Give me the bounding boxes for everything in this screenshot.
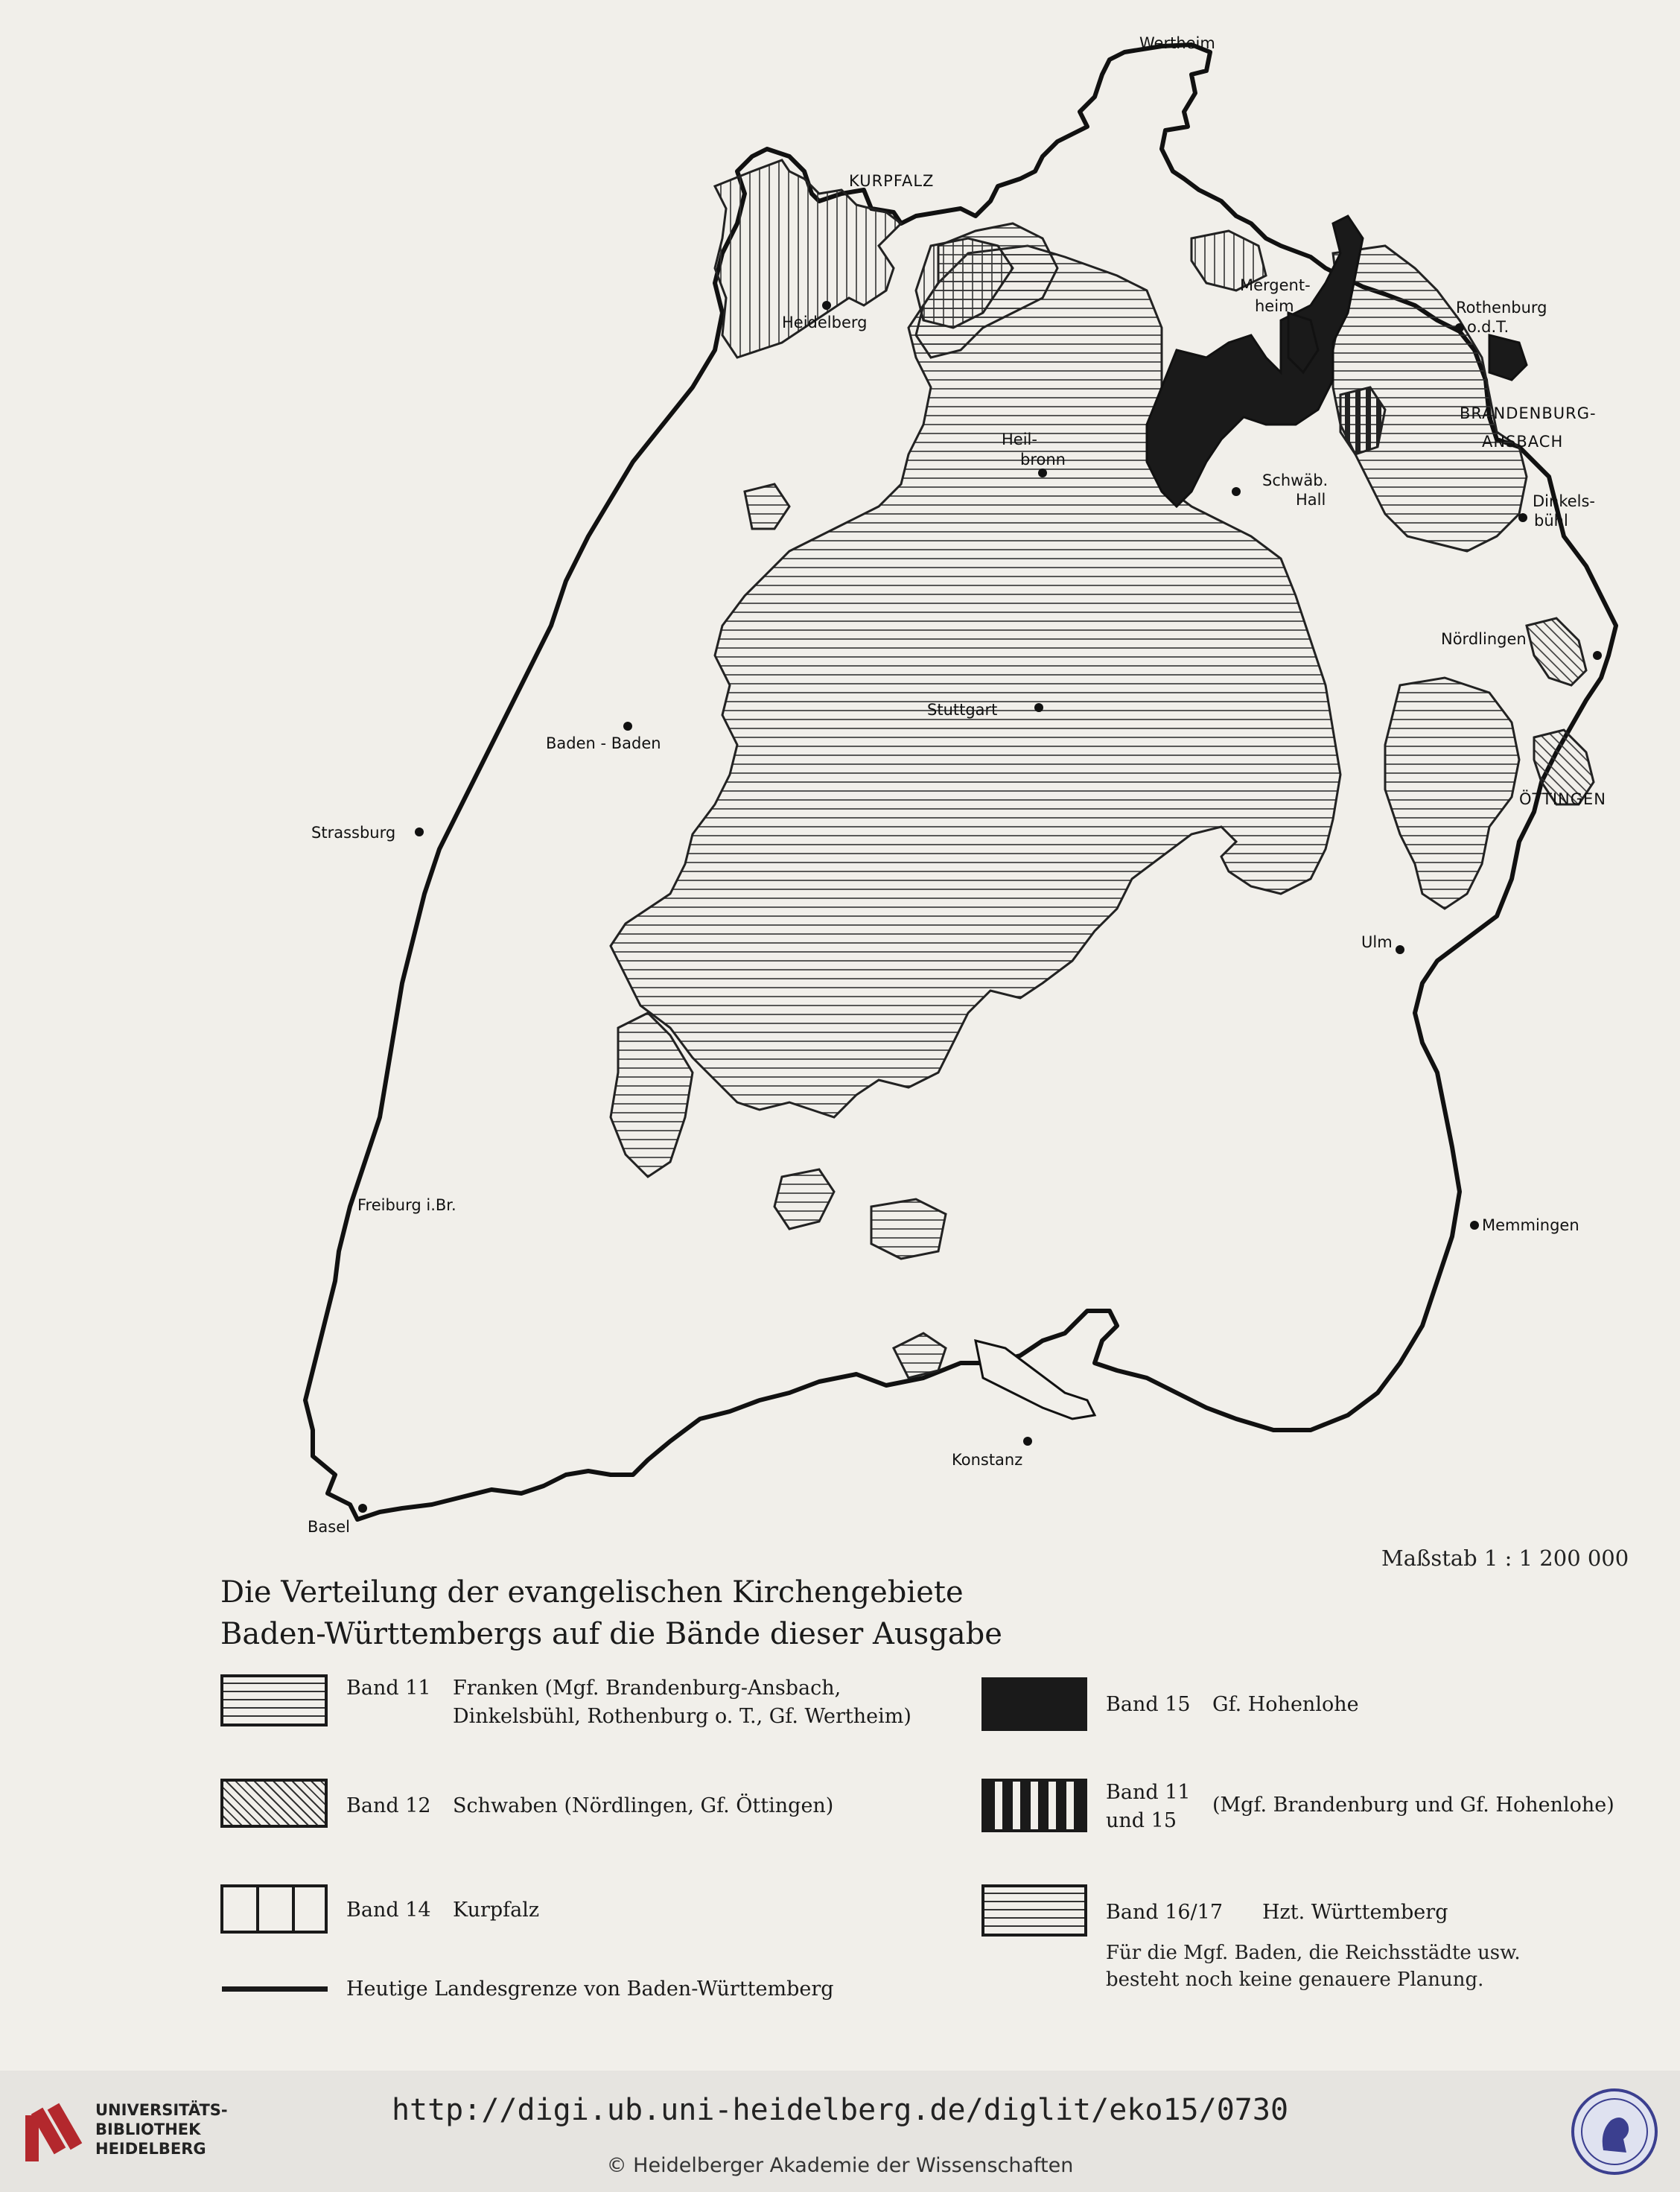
legend-band-15-desc: Gf. Hohenlohe bbox=[1212, 1693, 1359, 1716]
region-hohenlohe-3 bbox=[1489, 335, 1527, 380]
city-dot-dinkelsbuhl bbox=[1518, 513, 1527, 522]
planning-note bbox=[1106, 1940, 1627, 1993]
map-scale: Maßstab 1 : 1 200 000 bbox=[1381, 1545, 1629, 1571]
swatch-band-11 bbox=[220, 1674, 328, 1726]
label-schwab-hall-1: Schwäb. bbox=[1262, 471, 1329, 489]
legend-border-label: Heutige Landesgrenze von Baden-Württemberg bbox=[346, 1977, 834, 2001]
map-title-line-2: Baden-Württembergs auf die Bände dieser Ausgabe bbox=[220, 1617, 1002, 1651]
label-rothenburg-2: o.d.T. bbox=[1467, 318, 1509, 336]
region-wuerttemberg-enclave-5 bbox=[894, 1333, 946, 1378]
map-title bbox=[220, 1572, 1002, 1655]
legend-band-11-desc-line-1: Franken (Mgf. Brandenburg-Ansbach, bbox=[453, 1677, 841, 1700]
legend-band-14-label: Band 14 bbox=[346, 1899, 431, 1922]
label-mergentheim-2: heim bbox=[1255, 297, 1294, 315]
legend-band-11-label: Band 11 bbox=[346, 1677, 431, 1700]
academy-seal-icon bbox=[1570, 2087, 1659, 2176]
label-kurpfalz: KURPFALZ bbox=[849, 172, 935, 190]
legend-band-15-label: Band 15 bbox=[1106, 1693, 1191, 1716]
planning-note-line-1: Für die Mgf. Baden, die Reichsstädte usw. bbox=[1106, 1942, 1521, 1964]
swatch-band-15 bbox=[981, 1677, 1087, 1731]
label-heilbronn-2: bronn bbox=[1020, 451, 1066, 468]
legend-band-11-15-label bbox=[1106, 1779, 1191, 1835]
city-dot-konstanz bbox=[1023, 1437, 1032, 1446]
region-wuerttemberg-enclave-3 bbox=[871, 1199, 946, 1259]
city-dot-heidelberg bbox=[822, 301, 831, 310]
legend-band-11-desc-line-2: Dinkelsbühl, Rothenburg o. T., Gf. Wertheim) bbox=[453, 1705, 911, 1728]
city-dot-basel bbox=[358, 1504, 367, 1513]
label-ottingen: ÖTTINGEN bbox=[1519, 790, 1606, 808]
label-ulm: Ulm bbox=[1361, 933, 1393, 951]
region-wuerttemberg-enclave-2 bbox=[774, 1169, 834, 1229]
swatch-band-16-17 bbox=[981, 1884, 1087, 1937]
legend-band-16-17-desc: Hzt. Württemberg bbox=[1262, 1901, 1448, 1924]
region-wuerttemberg-enclave-4 bbox=[745, 484, 789, 529]
label-schwab-hall-2: Hall bbox=[1296, 491, 1326, 509]
city-dot-strassburg bbox=[415, 827, 424, 836]
legend-band-12-desc: Schwaben (Nördlingen, Gf. Öttingen) bbox=[453, 1794, 834, 1817]
label-freiburg: Freiburg i.Br. bbox=[357, 1196, 456, 1214]
legend-band-11-desc bbox=[453, 1674, 911, 1731]
city-dot-stuttgart bbox=[1034, 703, 1043, 712]
legend-band-11-15-label-line-1: Band 11 bbox=[1106, 1781, 1191, 1804]
legend-band-12-label: Band 12 bbox=[346, 1794, 431, 1817]
map-title-line-1: Die Verteilung der evangelischen Kirchengebiete bbox=[220, 1575, 964, 1610]
city-dot-rothenburg bbox=[1455, 323, 1464, 332]
label-rothenburg-1: Rothenburg bbox=[1456, 299, 1547, 317]
legend-border-line bbox=[222, 1986, 328, 1992]
label-baden-baden: Baden - Baden bbox=[546, 734, 661, 752]
label-dinkelsbuhl-1: Dinkels- bbox=[1533, 492, 1595, 510]
region-wuerttemberg-east bbox=[1385, 678, 1519, 909]
library-name-line-1: UNIVERSITÄTS- bbox=[95, 2101, 228, 2119]
swatch-band-11-15 bbox=[981, 1779, 1087, 1832]
footer-bar bbox=[0, 2071, 1680, 2192]
permalink-url[interactable]: http://digi.ub.uni-heidelberg.de/diglit/eko15/0730 bbox=[391, 2093, 1289, 2127]
label-nordlingen: Nördlingen bbox=[1441, 630, 1527, 648]
region-schwaben bbox=[1527, 618, 1586, 685]
planning-note-line-2: besteht noch keine genauere Planung. bbox=[1106, 1969, 1484, 1991]
label-memmingen: Memmingen bbox=[1482, 1216, 1579, 1234]
copyright-text: © Heidelberger Akademie der Wissenschaften bbox=[606, 2154, 1074, 2177]
library-name-line-2: BIBLIOTHEK bbox=[95, 2120, 201, 2138]
label-dinkelsbuhl-2: bühl bbox=[1534, 512, 1568, 530]
label-heilbronn-1: Heil- bbox=[1002, 431, 1037, 448]
swatch-band-12 bbox=[220, 1779, 328, 1828]
city-dot-nordlingen bbox=[1593, 651, 1602, 660]
library-name-line-3: HEIDELBERG bbox=[95, 2140, 206, 2158]
label-brandenburg-2: ANSBACH bbox=[1482, 433, 1564, 451]
city-dot-memmingen bbox=[1470, 1221, 1479, 1230]
city-dot-heilbronn bbox=[1038, 468, 1047, 477]
legend-band-11-15-desc: (Mgf. Brandenburg und Gf. Hohenlohe) bbox=[1212, 1794, 1614, 1817]
label-strassburg: Strassburg bbox=[311, 824, 396, 842]
legend-band-11-15-label-line-2: und 15 bbox=[1106, 1809, 1177, 1832]
label-stuttgart: Stuttgart bbox=[927, 701, 998, 719]
legend-band-14-desc: Kurpfalz bbox=[453, 1899, 540, 1922]
label-brandenburg-1: BRANDENBURG- bbox=[1460, 404, 1597, 422]
label-basel: Basel bbox=[308, 1518, 350, 1536]
label-wertheim: Wertheim bbox=[1139, 34, 1215, 52]
city-dot-ulm bbox=[1396, 945, 1404, 954]
swatch-band-14 bbox=[220, 1884, 328, 1934]
label-mergentheim-1: Mergent- bbox=[1240, 276, 1311, 294]
legend-band-16-17-label: Band 16/17 bbox=[1106, 1901, 1224, 1924]
city-dot-baden-baden bbox=[623, 722, 632, 731]
lake-constance bbox=[976, 1341, 1095, 1419]
city-dot-schwab-hall bbox=[1232, 487, 1241, 496]
label-heidelberg: Heidelberg bbox=[782, 314, 868, 331]
label-konstanz: Konstanz bbox=[952, 1451, 1023, 1469]
